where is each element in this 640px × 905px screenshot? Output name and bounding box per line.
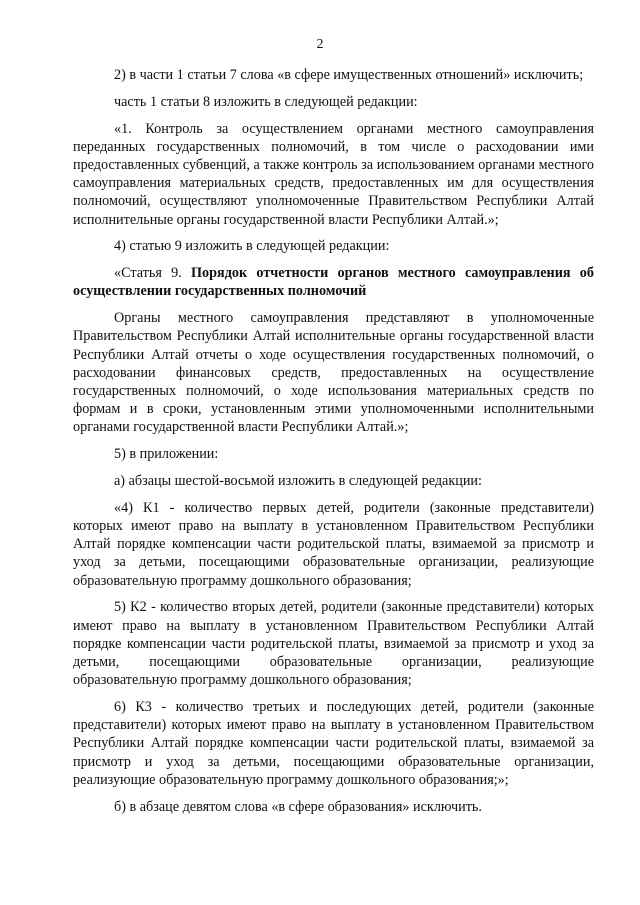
paragraph-subitem-b: б) в абзаце девятом слова «в сфере образования» исключить. xyxy=(114,798,482,815)
paragraph-k1: «4) К1 - количество первых детей, родители (законные представители) которых имеют право на выплату в установленном Правительством Республики Алтай порядке компенсации части родительской платы, взимаемой за присмотр и уход за детьми, посещающими образовательные организации, реализующие образовательную программу дошкольного образования; xyxy=(73,499,594,589)
article-9-prefix: «Статья 9. xyxy=(114,265,192,282)
paragraph-item-2: 2) в части 1 статьи 7 слова «в сфере имущественных отношений» исключить; xyxy=(114,67,584,83)
paragraph-item-3: часть 1 статьи 8 изложить в следующей редакции: xyxy=(114,93,418,110)
paragraph-item-5: 5) в приложении: xyxy=(114,446,219,463)
article-9-title: Порядок отчетности органов местного самоуправления об осуществлении государственных полномочий xyxy=(73,265,594,300)
paragraph-subitem-a: а) абзацы шестой-восьмой изложить в следующей редакции: xyxy=(114,473,482,490)
page-number: 2 xyxy=(316,37,324,52)
paragraph-item-4: 4) статью 9 изложить в следующей редакции: xyxy=(114,238,390,255)
article-9-heading xyxy=(73,264,594,300)
paragraph-k3: 6) К3 - количество третьих и последующих детей, родители (законные представители) которых имеют право на выплату в установленном Правительством Республики Алтай порядке компенсации части родительской платы, взимаемой за присмотр и уход за детьми, посещающими образовательные организации, реализующие образовательную программу дошкольного образования;»; xyxy=(73,699,594,788)
paragraph-k2: 5) К2 - количество вторых детей, родители (законные представители) которых имеют право на выплату в установленном Правительством Республики Алтай порядке компенсации части родительской платы, взимаемой за присмотр и уход за детьми, посещающими образовательные организации, реализующие образовательную программу дошкольного образования; xyxy=(73,599,594,689)
paragraph-article-8-text: «1. Контроль за осуществлением органами местного самоуправления переданных государственных полномочий, в том числе о расходовании ими предоставленных субвенций, а также контроль за использованием органами местного самоуправления материальных средств, предоставленных им для осуществления полномочий, осуществляют уполномоченные Правительством Республики Алтай исполнительные органы государственной власти Республики Алтай.»; xyxy=(73,120,594,228)
document-body xyxy=(73,66,594,824)
article-9-text: Органы местного самоуправления представляют в уполномоченные Правительством Республики Алтай исполнительные органы государственной власти Республики Алтай отчеты о ходе осуществления государственных полномочий, о расходовании финансовых средств, предоставленных на осуществление государственных полномочий, о ходе использования материальных средств по формам и в сроки, установленным этими уполномоченными исполнительными органами государственной власти Республики Алтай.»; xyxy=(73,310,594,436)
